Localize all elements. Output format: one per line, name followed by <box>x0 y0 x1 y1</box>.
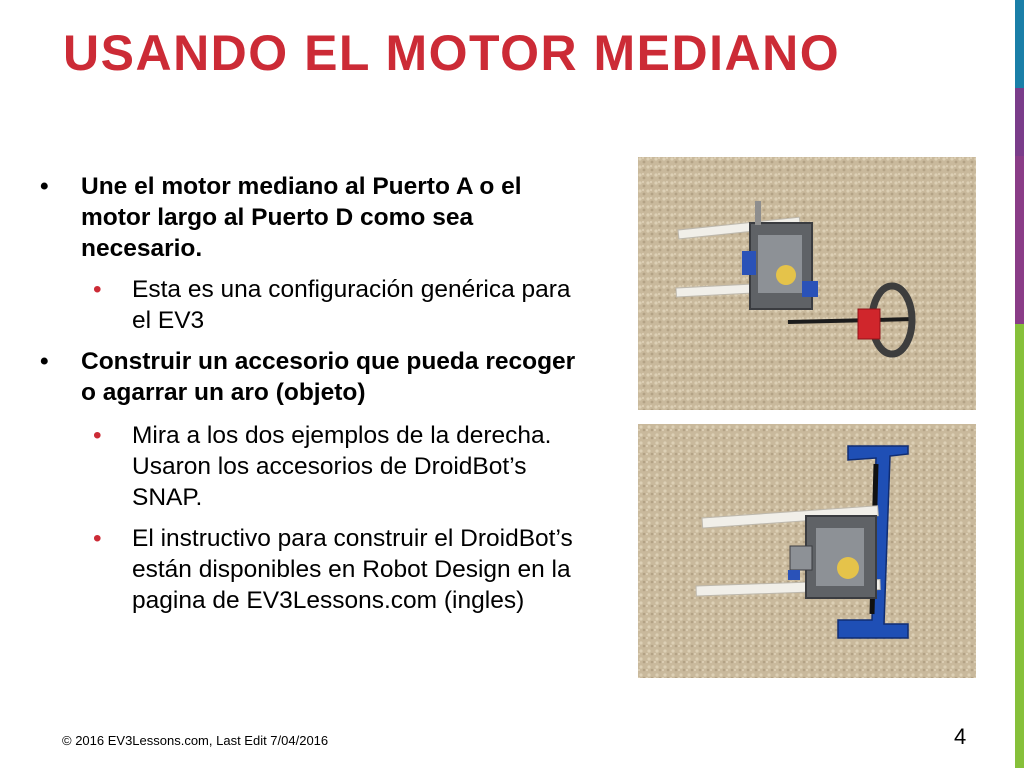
bullet-glyph: • <box>40 173 49 200</box>
sub-bullet-text: El instructivo para construir el DroidBot’s están disponibles en Robot Design en la pagina de EV3Lessons.com (ingles) <box>132 525 573 614</box>
sub-bullet-text: Mira a los dos ejemplos de la derecha. Usaron los accesorios de DroidBot’s SNAP. <box>132 422 552 511</box>
sub-bullet-glyph: • <box>93 276 102 303</box>
slide-title: USANDO EL MOTOR MEDIANO <box>63 25 841 81</box>
decor-stripe-purple <box>1015 88 1024 156</box>
footer-copyright: © 2016 EV3Lessons.com, Last Edit 7/04/2016 <box>62 733 329 748</box>
decor-stripe-green <box>1015 324 1024 768</box>
sub-bullet-item <box>40 274 595 336</box>
bullet-text: Une el motor mediano al Puerto A o el motor largo al Puerto D como sea necesario. <box>81 173 522 262</box>
decor-stripe-blue <box>1015 0 1024 88</box>
bullet-list <box>40 171 595 626</box>
sub-bullet-glyph: • <box>93 422 102 449</box>
sub-bullet-text: Esta es una configuración genérica para el EV3 <box>132 276 571 334</box>
bullet-item <box>40 171 595 264</box>
sub-bullet-item <box>40 523 595 616</box>
page-number: 4 <box>954 724 967 749</box>
lego-grabber-attachment-photo <box>638 424 976 678</box>
bullet-glyph: • <box>40 348 49 375</box>
sub-bullet-item <box>40 420 595 513</box>
bullet-text: Construir un accesorio que pueda recoger o agarrar un aro (objeto) <box>81 348 576 406</box>
decor-stripe-purple <box>1015 156 1024 324</box>
sub-bullet-glyph: • <box>93 525 102 552</box>
lego-hoop-pickup-attachment-photo <box>638 157 976 410</box>
bullet-item <box>40 346 595 408</box>
